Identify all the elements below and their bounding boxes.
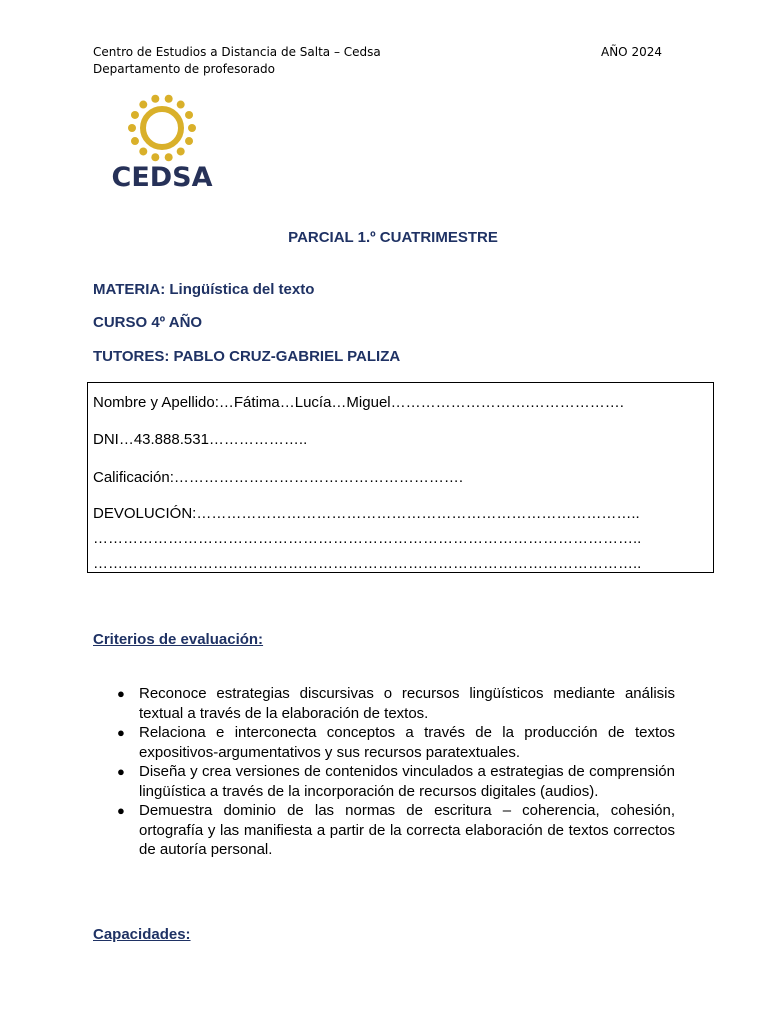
header-year: AÑO 2024 xyxy=(601,45,662,59)
sun-ring xyxy=(143,109,181,147)
list-item: ● Reconoce estrategias discursivas o recursos lingüísticos mediante análisis textual a través de la elaboración de textos. xyxy=(117,685,675,722)
student-name-line: Nombre y Apellido:…Fátima…Lucía…Miguel……………………….………………. xyxy=(93,394,624,411)
exam-title: PARCIAL 1.º CUATRIMESTRE xyxy=(288,229,498,246)
capacities-heading: Capacidades: xyxy=(93,926,191,943)
criteria-list xyxy=(93,684,675,860)
sun-logo-icon xyxy=(112,90,216,194)
sun-dot xyxy=(151,153,159,161)
bullet-icon: ● xyxy=(117,764,125,779)
bullet-icon: ● xyxy=(117,686,125,701)
list-item: ● Diseña y crea versiones de contenidos vinculados a estrategias de comprensión lingüística a través de la incorporación de recursos digitales (audios). xyxy=(117,763,675,800)
sun-dot xyxy=(165,95,173,103)
department-name: Departamento de profesorado xyxy=(93,62,276,76)
sun-dot xyxy=(185,111,193,119)
tutors-line: TUTORES: PABLO CRUZ-GABRIEL PALIZA xyxy=(93,348,401,365)
grade-line: Calificación:…………………………………………………. xyxy=(93,469,464,486)
institution-name: Centro de Estudios a Distancia de Salta – Cedsa xyxy=(93,45,381,59)
logo-text: CEDSA xyxy=(112,162,213,193)
sun-dot xyxy=(177,147,185,155)
sun-dot xyxy=(185,137,193,145)
feedback-line: DEVOLUCIÓN:…………………………………………………………………………….. xyxy=(93,505,640,522)
subject-line: MATERIA: Lingüística del texto xyxy=(93,281,315,298)
page-header xyxy=(93,44,381,78)
criteria-heading: Criterios de evaluación: xyxy=(93,631,264,648)
list-item: ● Demuestra dominio de las normas de escritura – coherencia, cohesión, ortografía y las manifiesta a partir de la correcta elaboración de textos correctos de autoría personal. xyxy=(117,802,675,858)
list-item: ● Relaciona e interconecta conceptos a través de la producción de textos expositivos-argumentativos y sus recursos paratextuales. xyxy=(117,724,675,761)
sun-dot xyxy=(188,124,196,132)
bullet-icon: ● xyxy=(117,725,125,740)
sun-dot xyxy=(177,101,185,109)
sun-dot xyxy=(165,153,173,161)
dni-line: DNI…43.888.531……………….. xyxy=(93,431,308,448)
feedback-line-2: ……………………………………………………………………………………………….. xyxy=(93,530,642,547)
sun-dot xyxy=(131,111,139,119)
sun-dot xyxy=(139,147,147,155)
course-line: CURSO 4º AÑO xyxy=(93,314,203,331)
feedback-line-3: ……………………………………………………………………………………………….. xyxy=(93,555,642,572)
bullet-icon: ● xyxy=(117,803,125,818)
sun-dot xyxy=(131,137,139,145)
cedsa-logo xyxy=(112,90,216,194)
student-info-box xyxy=(87,382,714,573)
sun-dot xyxy=(128,124,136,132)
sun-dot xyxy=(139,101,147,109)
sun-dot xyxy=(151,95,159,103)
